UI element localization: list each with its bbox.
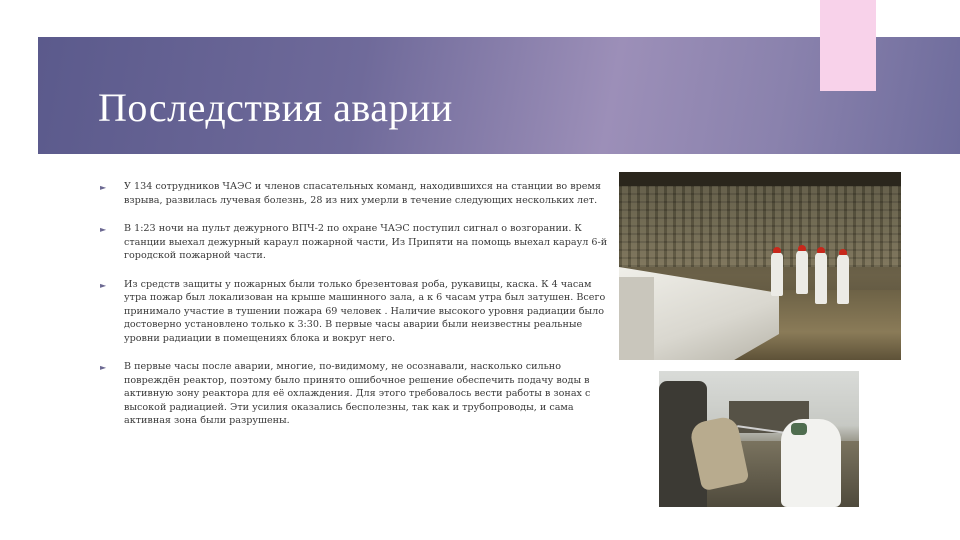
worker-figure [815,252,827,304]
worker-figure [771,252,783,296]
bullet-text: В первые часы после аварии, многие, по-видимому, не осознавали, насколько сильно повреждён реактор, поэтому было принято ошибочное решение обеспечить подачу воды в активную зону реактора для её охлаждения. Для этого требовалось вести работы в зонах с высокой радиацией. Эти усилия оказались бесполезны, так как и трубопроводы, и сама активная зона были разрушены. [124,361,591,426]
arrow-bullet-icon: ► [100,363,107,372]
bullet-text: В 1:23 ночи на пульт дежурного ВПЧ-2 по охране ЧАЭС поступил сигнал о возгорании. К станции выехал дежурный караул пожарной части, Из Припяти на помощь выехал караул 6-й городской пожарной части. [124,223,608,261]
bullet-item [100,278,608,346]
protective-suit-figure [781,419,841,507]
arrow-bullet-icon: ► [100,280,107,290]
helmet [817,247,825,253]
helmet [798,245,806,251]
ceiling [619,172,901,186]
bullet-text: Из средств защиты у пожарных были только брезентовая роба, рукавицы, каска. К 4 часам утра пожар был локализован на крыше машинного зала, а к 6 часам утра был затушен. Всего принимало участие в тушении пожара 69 человек . Наличие высокого уровня радиации было достоверно установлено только к 3:30. В первые часы аварии были неизвестны реальные уровни радиации в помещениях блока и вокруг него. [124,278,606,344]
arrow-bullet-icon: ► [100,183,107,192]
radiation-check-photo [659,371,859,507]
bullet-item [100,222,608,263]
bullet-list [100,180,608,443]
bullet-item [100,360,608,428]
helmet [839,249,847,255]
pink-accent-bar [820,0,876,91]
bullet-text: У 134 сотрудников ЧАЭС и членов спасательных команд, находившихся на станции во время взрыва, развилась лучевая болезнь, 28 из них умерли в течение следующих нескольких лет. [124,181,601,206]
arrow-bullet-icon: ► [100,225,107,234]
bullet-item [100,180,608,207]
control-room-photo [619,172,901,360]
helmet [773,247,781,253]
control-panel-wall [619,172,901,267]
worker-figure [837,254,849,304]
worker-figure [796,250,808,294]
control-console-side [619,277,654,360]
slide-title: Последствия аварии [98,85,453,130]
gas-mask [791,423,807,435]
